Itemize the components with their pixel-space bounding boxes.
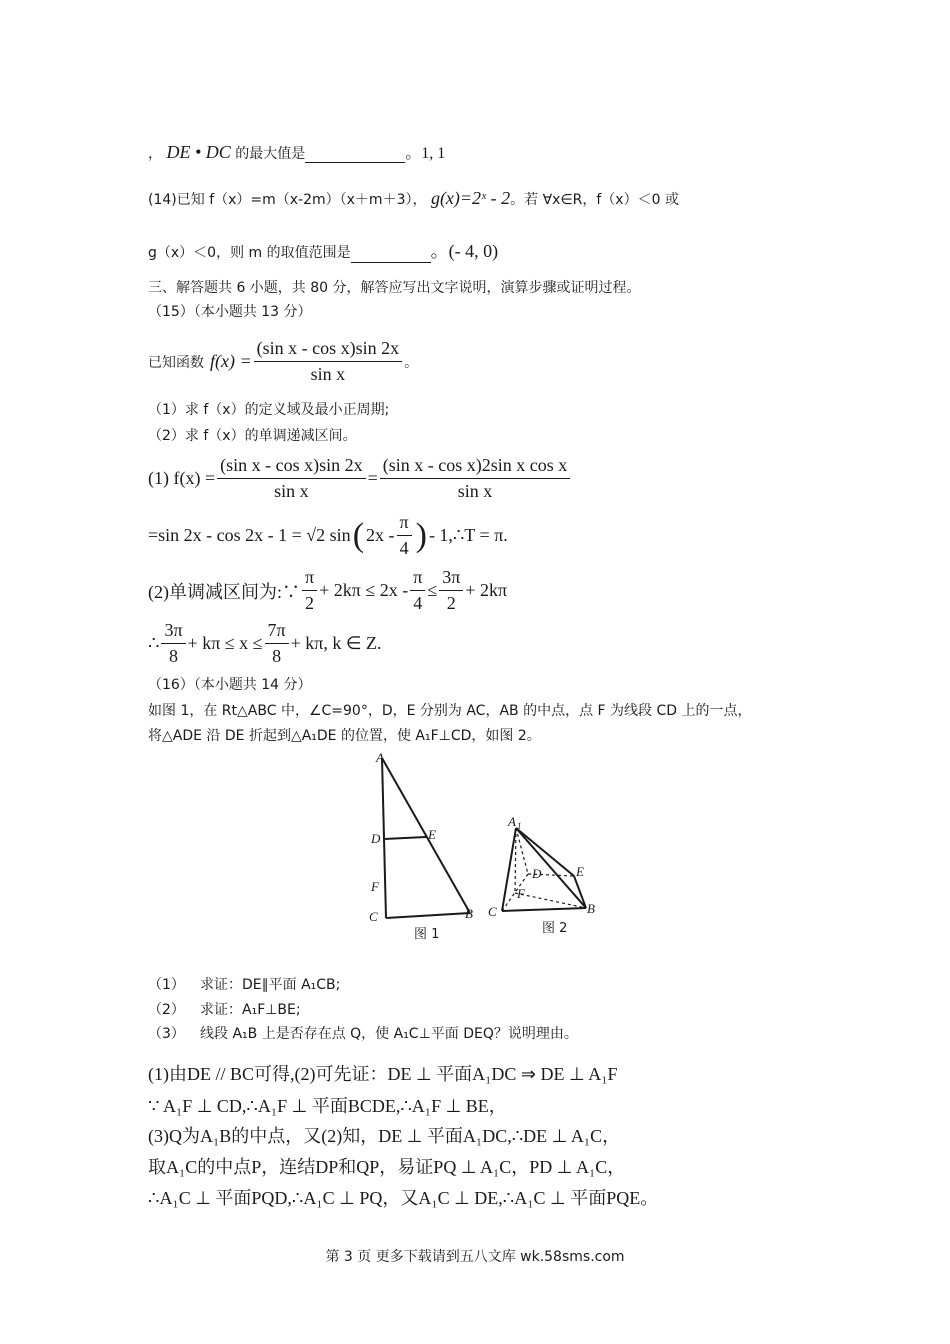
q15-sol1-num1: (sin x - cos x)sin 2x — [217, 455, 366, 479]
fig1-label-e: E — [428, 827, 436, 842]
section-3-heading: 三、解答题共 6 小题，共 80 分，解答应写出文字说明，演算步骤或证明过程。 — [148, 280, 641, 296]
fig1-label-b: B — [465, 906, 473, 921]
q13-answer: 。1, 1 — [405, 145, 446, 162]
q14-answer-blank — [351, 248, 431, 263]
q15-sol3-end: + 2kπ — [465, 580, 508, 600]
fig1-label-f: F — [371, 879, 379, 894]
q15-part2: （2）求 f（x）的单调递减区间。 — [148, 428, 357, 444]
q14-text2: g（x）＜0，则 m 的取值范围是 — [148, 245, 351, 261]
q16-p2-text: 求证：A₁F⊥BE; — [200, 1002, 301, 1018]
q15-sol3-frac1 — [302, 567, 317, 614]
q16-figures — [360, 748, 620, 948]
q16-p3-text: 线段 A₁B 上是否存在点 Q，使 A₁C⊥平面 DEQ？说明理由。 — [200, 1026, 578, 1042]
q15-sol1-num2: (sin x - cos x)2sin x cos x — [380, 455, 570, 479]
q16-p1-num: （1） — [148, 977, 185, 993]
q15-sol2-inner: 2x - — [366, 525, 395, 545]
q15-sol2-end: - 1,∴T = π. — [428, 525, 508, 545]
q16-p2-num: （2） — [148, 1002, 185, 1018]
fig2-edge-a1e — [516, 828, 574, 876]
q15-sol1-frac2 — [380, 455, 570, 502]
q15-sol3-f: 2 — [446, 593, 456, 613]
fig2-label-a1-sub: 1 — [517, 821, 522, 831]
q16-line2: 将△ADE 沿 DE 折起到△A₁DE 的位置，使 A₁F⊥CD，如图 2。 — [148, 728, 541, 744]
q15-sol4-pre: ∴ — [148, 633, 160, 653]
fig2-edge-cb — [502, 908, 586, 911]
q15-right-paren: ) — [415, 516, 427, 554]
fig2-label-c: C — [488, 904, 497, 919]
q15-intro: 已知函数 — [148, 354, 204, 371]
q15-function — [148, 338, 418, 385]
q15-sol3-frac3 — [439, 567, 463, 614]
q13-answer-blank — [305, 148, 405, 163]
q15-sol1-lhs: (1) f(x) = — [148, 468, 216, 488]
fig1-label-a: A — [376, 750, 384, 765]
fig1-segment-de — [384, 837, 426, 839]
q15-sol4-d: 8 — [272, 646, 282, 666]
q13-text: 的最大值是 — [230, 146, 306, 162]
q15-header: （15）（本小题共 13 分） — [148, 304, 312, 320]
fig2-label-e: E — [576, 864, 584, 879]
q15-sol1-den2: sin x — [457, 481, 493, 501]
q14-g-function: g(x)=2ˣ - 2 — [430, 188, 511, 208]
figure-2 — [502, 828, 586, 911]
q14-text1: (14)已知 f（x）=m（x-2m）（x＋m＋3）， — [148, 192, 427, 208]
q15-func-denominator: sin x — [310, 364, 346, 384]
q14-answer: 。(- 4, 0) — [430, 241, 499, 261]
figure-1 — [382, 758, 470, 918]
q15-sol3-mid2: ≤ — [427, 580, 438, 600]
q16-p3-num: （3） — [148, 1026, 185, 1042]
fig1-caption: 图 1 — [414, 927, 440, 942]
q15-sol4-frac1 — [161, 620, 185, 667]
q15-sol1-den1: sin x — [274, 481, 309, 501]
q16-solution-line5: ∴A₁C ⊥ 平面PQD,∴A₁C ⊥ PQ，又A₁C ⊥ DE,∴A₁C ⊥ 平面PQE。 — [148, 1188, 659, 1208]
q16-part1 — [148, 974, 340, 994]
fig1-label-c: C — [369, 909, 378, 924]
q15-sol3-text: (2)单调减区间为:∵ — [148, 581, 300, 602]
q16-line1: 如图 1，在 Rt△ABC 中，∠C=90°，D，E 分别为 AC，AB 的中点，点 F 为线段 CD 上的一点， — [148, 703, 752, 719]
q14-text1-end: 。若 ∀x∈R，f（x）＜0 或 — [510, 192, 679, 208]
q16-solution-line3: (3)Q为A₁B的中点，又(2)知，DE ⊥ 平面A₁DC,∴DE ⊥ A₁C， — [148, 1126, 621, 1146]
fig1-side-cb — [386, 913, 470, 918]
fig2-caption: 图 2 — [542, 921, 568, 936]
q13-expression: DE • DC — [166, 142, 231, 162]
q15-sol1-eq: = — [367, 468, 378, 488]
q14-line1 — [148, 188, 679, 209]
q13-prefix: ， — [148, 146, 162, 162]
q16-solution-line2: ∵ A₁F ⊥ CD,∴A₁F ⊥ 平面BCDE,∴A₁F ⊥ BE， — [148, 1096, 507, 1116]
q15-solution-line4 — [148, 620, 382, 667]
q15-sol4-b: 8 — [169, 646, 178, 666]
q16-solution-line1: (1)由DE // BC可得,(2)可先证：DE ⊥ 平面A₁DC ⇒ DE ⊥ A₁F — [148, 1064, 618, 1084]
q15-sol2-pi: π — [397, 512, 412, 536]
fig1-side-ab — [382, 758, 470, 913]
q16-part3 — [148, 1023, 578, 1043]
q16-solution-line4: 取A₁C的中点P，连结DP和QP，易证PQ ⊥ A₁C，PD ⊥ A₁C， — [148, 1157, 626, 1177]
q15-sol3-b: 2 — [305, 593, 315, 613]
q15-func-end: 。 — [404, 354, 419, 371]
q16-part2 — [148, 999, 301, 1019]
q15-sol4-frac2 — [265, 620, 289, 667]
q15-sol2-four: 4 — [399, 538, 409, 558]
q15-solution-line1 — [148, 455, 572, 502]
fig2-label-d: D — [532, 866, 542, 881]
q16-header: （16）（本小题共 14 分） — [148, 677, 312, 693]
q15-sol4-mid: + kπ ≤ x ≤ — [187, 633, 263, 653]
fig2-label-a1: A — [508, 814, 516, 829]
q15-sol4-end: + kπ, k ∈ Z. — [290, 633, 382, 653]
fig2-label-b: B — [587, 901, 595, 916]
q15-sol3-e: 3π — [439, 567, 463, 591]
q15-sol4-c: 7π — [265, 620, 289, 644]
q14-line2 — [148, 237, 498, 263]
q15-sol3-mid1: + 2kπ ≤ 2x - — [319, 580, 409, 600]
q15-sol3-c: π — [410, 567, 425, 591]
q15-sol2-frac — [397, 512, 412, 559]
q15-sol3-d: 4 — [413, 593, 423, 613]
fig2-label-f: F — [517, 886, 525, 901]
page-footer: 第 3 页 更多下载请到五八文库 wk.58sms.com — [325, 1249, 625, 1265]
fig2-edge-eb — [574, 876, 586, 908]
q15-func-lhs: f(x) = — [210, 351, 252, 371]
q15-func-fraction — [254, 338, 403, 385]
q15-part1: （1）求 f（x）的定义域及最小正周期; — [148, 402, 390, 418]
q15-solution-line3 — [148, 567, 507, 614]
q15-sol4-a: 3π — [161, 620, 185, 644]
q15-sol3-a: π — [302, 567, 317, 591]
q15-left-paren: ( — [352, 516, 365, 554]
q15-sol1-frac1 — [217, 455, 366, 502]
q16-p1-text: 求证：DE∥平面 A₁CB; — [200, 977, 341, 993]
q15-sol3-frac2 — [410, 567, 425, 614]
q15-sol2-text: =sin 2x - cos 2x - 1 = √2 sin — [148, 525, 351, 545]
q13-line — [148, 140, 445, 163]
q15-solution-line2 — [148, 512, 508, 559]
fig1-label-d: D — [371, 831, 381, 846]
fig2-edge-a1c — [502, 828, 516, 911]
q15-func-numerator: (sin x - cos x)sin 2x — [254, 338, 403, 362]
